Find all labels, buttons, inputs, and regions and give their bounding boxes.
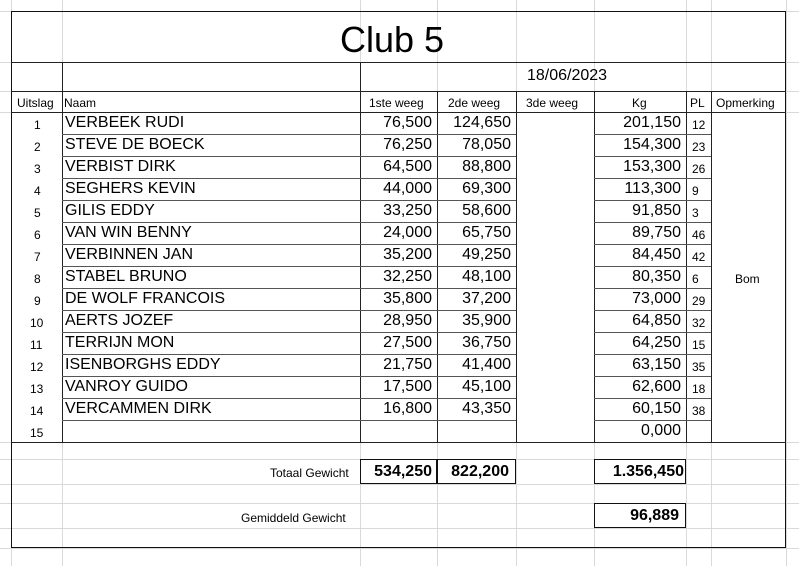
rank-cell[interactable]: 15 [30, 426, 44, 440]
pl-cell[interactable]: 23 [692, 140, 706, 154]
row-separator-w1 [360, 200, 437, 201]
table-line-date-bottom [11, 91, 786, 92]
rank-cell[interactable]: 9 [34, 294, 41, 308]
weeg1-cell[interactable]: 33,250 [383, 202, 432, 219]
row-separator-kg [594, 376, 686, 377]
row-separator-pl [686, 310, 711, 311]
header-3de-weeg[interactable]: 3de weeg [526, 96, 579, 110]
row-separator-pl [686, 376, 711, 377]
weeg1-cell[interactable]: 16,800 [383, 400, 432, 417]
row-separator-pl [686, 266, 711, 267]
weeg2-cell[interactable]: 58,600 [462, 202, 511, 219]
weeg1-cell[interactable]: 32,250 [383, 268, 432, 285]
name-cell[interactable]: TERRIJN MON [65, 334, 175, 351]
pl-cell[interactable]: 26 [692, 162, 706, 176]
row-separator-w2 [437, 244, 516, 245]
weeg2-cell[interactable]: 78,050 [462, 136, 511, 153]
table-line-vertical [516, 91, 517, 442]
average-value[interactable]: 96,889 [630, 507, 679, 524]
rank-cell[interactable]: 5 [34, 206, 41, 220]
row-separator-name [62, 156, 360, 157]
row-separator-name [62, 288, 360, 289]
row-separator-name [62, 398, 360, 399]
date-cell[interactable]: 18/06/2023 [527, 67, 608, 84]
row-separator-kg [594, 420, 686, 421]
row-separator-w1 [360, 178, 437, 179]
weeg1-cell[interactable]: 35,800 [383, 290, 432, 307]
name-cell[interactable]: VERBIST DIRK [65, 158, 176, 175]
row-separator-kg [594, 354, 686, 355]
table-line-header-bottom [11, 112, 786, 113]
pl-cell[interactable]: 46 [692, 228, 706, 242]
pl-cell[interactable]: 42 [692, 250, 706, 264]
rank-cell[interactable]: 13 [30, 382, 44, 396]
row-separator-w1 [360, 222, 437, 223]
weeg1-cell[interactable]: 27,500 [383, 334, 432, 351]
weeg2-cell[interactable]: 124,650 [453, 114, 511, 131]
table-line-body-bottom [11, 442, 786, 443]
header-1ste-weeg[interactable]: 1ste weeg [369, 96, 424, 110]
kg-cell[interactable]: 84,450 [632, 246, 681, 263]
header-uitslag[interactable]: Uitslag [17, 96, 54, 110]
kg-cell[interactable]: 60,150 [632, 400, 681, 417]
rank-cell[interactable]: 11 [30, 338, 43, 352]
row-separator-kg [594, 156, 686, 157]
kg-cell[interactable]: 113,300 [624, 180, 681, 197]
row-separator-name [62, 244, 360, 245]
row-separator-pl [686, 156, 711, 157]
row-separator-kg [594, 310, 686, 311]
row-separator-pl [686, 420, 711, 421]
row-separator-pl [686, 200, 711, 201]
row-separator-kg [594, 222, 686, 223]
row-separator-w2 [437, 156, 516, 157]
row-separator-w1 [360, 420, 437, 421]
name-cell[interactable]: VERBINNEN JAN [65, 246, 194, 263]
total-1ste-weeg[interactable]: 534,250 [374, 463, 432, 480]
weeg1-cell[interactable]: 28,950 [383, 312, 432, 329]
pl-cell[interactable]: 3 [692, 206, 699, 220]
kg-cell[interactable]: 62,600 [632, 378, 681, 395]
total-2de-weeg[interactable]: 822,200 [451, 463, 509, 480]
row-separator-kg [594, 288, 686, 289]
row-separator-name [62, 420, 360, 421]
kg-cell[interactable]: 153,300 [623, 158, 681, 175]
rank-cell[interactable]: 14 [30, 404, 44, 418]
row-separator-name [62, 200, 360, 201]
table-line-title-bottom [11, 62, 786, 63]
kg-cell[interactable]: 201,150 [623, 114, 681, 131]
weeg2-cell[interactable]: 36,750 [462, 334, 511, 351]
kg-cell[interactable]: 91,850 [632, 202, 681, 219]
row-separator-w2 [437, 354, 516, 355]
row-separator-w2 [437, 200, 516, 201]
row-separator-kg [594, 266, 686, 267]
table-line-vertical [711, 91, 712, 442]
sheet-title: Club 5 [340, 19, 445, 60]
name-cell[interactable]: SEGHERS KEVIN [65, 180, 196, 197]
weeg2-cell[interactable]: 37,200 [462, 290, 511, 307]
rank-cell[interactable]: 6 [34, 228, 41, 242]
row-separator-w1 [360, 376, 437, 377]
row-separator-w2 [437, 288, 516, 289]
weeg1-cell[interactable]: 35,200 [383, 246, 432, 263]
kg-cell[interactable]: 64,850 [632, 312, 681, 329]
name-cell[interactable]: VERBEEK RUDI [65, 114, 185, 131]
pl-cell[interactable]: 15 [692, 338, 706, 352]
weeg2-cell[interactable]: 45,100 [462, 378, 511, 395]
name-cell[interactable]: GILIS EDDY [65, 202, 155, 219]
row-separator-pl [686, 288, 711, 289]
row-separator-pl [686, 354, 711, 355]
row-separator-name [62, 222, 360, 223]
row-separator-w2 [437, 332, 516, 333]
row-separator-w2 [437, 134, 516, 135]
pl-cell[interactable]: 6 [692, 272, 699, 286]
header-pl[interactable]: PL [690, 96, 705, 110]
row-separator-name [62, 332, 360, 333]
row-separator-kg [594, 134, 686, 135]
row-separator-w1 [360, 310, 437, 311]
row-separator-kg [594, 200, 686, 201]
pl-cell[interactable]: 29 [692, 294, 706, 308]
gridline-horizontal [0, 548, 799, 549]
weeg1-cell[interactable]: 24,000 [383, 224, 432, 241]
row-separator-w1 [360, 332, 437, 333]
kg-cell[interactable]: 80,350 [632, 268, 681, 285]
row-separator-name [62, 310, 360, 311]
row-separator-kg [594, 178, 686, 179]
row-separator-w2 [437, 178, 516, 179]
row-separator-w2 [437, 266, 516, 267]
kg-cell[interactable]: 73,000 [632, 290, 681, 307]
row-separator-w1 [360, 398, 437, 399]
weeg2-cell[interactable]: 88,800 [462, 158, 511, 175]
weeg2-cell[interactable]: 35,900 [462, 312, 511, 329]
row-separator-pl [686, 398, 711, 399]
name-cell[interactable]: VANROY GUIDO [65, 378, 188, 395]
weeg1-cell[interactable]: 64,500 [383, 158, 432, 175]
pl-cell[interactable]: 35 [692, 360, 706, 374]
row-separator-kg [594, 332, 686, 333]
row-separator-w2 [437, 376, 516, 377]
row-separator-w2 [437, 222, 516, 223]
row-separator-kg [594, 244, 686, 245]
weeg1-cell[interactable]: 44,000 [383, 180, 432, 197]
pl-cell[interactable]: 9 [692, 184, 699, 198]
weeg2-cell[interactable]: 49,250 [462, 246, 511, 263]
row-separator-w2 [437, 420, 516, 421]
row-separator-w1 [360, 288, 437, 289]
total-kg[interactable]: 1.356,450 [612, 463, 684, 480]
table-line-vertical [62, 62, 63, 442]
totaal-gewicht-label[interactable]: Totaal Gewicht [270, 466, 349, 480]
row-separator-kg [594, 398, 686, 399]
row-separator-name [62, 178, 360, 179]
row-separator-w1 [360, 134, 437, 135]
row-separator-w2 [437, 310, 516, 311]
row-separator-w1 [360, 244, 437, 245]
rank-cell[interactable]: 12 [30, 360, 44, 374]
kg-cell[interactable]: 64,250 [632, 334, 681, 351]
header-opmerking[interactable]: Opmerking [716, 96, 775, 110]
pl-cell[interactable]: 18 [692, 382, 706, 396]
row-separator-name [62, 354, 360, 355]
weeg1-cell[interactable]: 76,500 [383, 114, 432, 131]
rank-cell[interactable]: 10 [30, 316, 44, 330]
row-separator-pl [686, 222, 711, 223]
name-cell[interactable]: ISENBORGHS EDDY [65, 356, 221, 373]
pl-cell[interactable]: 12 [692, 118, 706, 132]
pl-cell[interactable]: 32 [692, 316, 706, 330]
rank-cell[interactable]: 1 [34, 118, 41, 132]
pl-cell[interactable]: 38 [692, 404, 706, 418]
row-separator-pl [686, 244, 711, 245]
rank-cell[interactable]: 2 [34, 140, 41, 154]
rank-cell[interactable]: 7 [34, 250, 41, 264]
header-2de-weeg[interactable]: 2de weeg [448, 96, 501, 110]
header-kg[interactable]: Kg [632, 96, 647, 110]
header-naam[interactable]: Naam [64, 96, 97, 110]
rank-cell[interactable]: 4 [34, 184, 41, 198]
row-separator-w1 [360, 156, 437, 157]
name-cell[interactable]: VERCAMMEN DIRK [65, 400, 212, 417]
rank-cell[interactable]: 8 [34, 272, 41, 286]
row-separator-name [62, 134, 360, 135]
weeg2-cell[interactable]: 41,400 [462, 356, 511, 373]
weeg1-cell[interactable]: 21,750 [383, 356, 432, 373]
row-separator-name [62, 266, 360, 267]
opmerking-cell[interactable]: Bom [735, 272, 760, 286]
table-line-vertical [360, 62, 361, 442]
row-separator-w2 [437, 398, 516, 399]
gridline-vertical [786, 0, 787, 566]
row-separator-pl [686, 178, 711, 179]
kg-cell[interactable]: 89,750 [632, 224, 681, 241]
row-separator-w1 [360, 266, 437, 267]
rank-cell[interactable]: 3 [34, 162, 41, 176]
row-separator-pl [686, 332, 711, 333]
kg-cell[interactable]: 0,000 [640, 422, 681, 439]
kg-cell[interactable]: 154,300 [623, 136, 681, 153]
row-separator-name [62, 376, 360, 377]
name-cell[interactable]: DE WOLF FRANCOIS [65, 290, 226, 307]
gemiddeld-gewicht-label[interactable]: Gemiddeld Gewicht [241, 511, 346, 525]
weeg2-cell[interactable]: 48,100 [462, 268, 511, 285]
name-cell[interactable]: STEVE DE BOECK [65, 136, 205, 153]
weeg1-cell[interactable]: 76,250 [383, 136, 432, 153]
weeg2-cell[interactable]: 69,300 [462, 180, 511, 197]
row-separator-pl [686, 134, 711, 135]
weeg1-cell[interactable]: 17,500 [383, 378, 432, 395]
row-separator-w1 [360, 354, 437, 355]
kg-cell[interactable]: 63,150 [632, 356, 681, 373]
name-cell[interactable]: AERTS JOZEF [65, 312, 174, 329]
weeg2-cell[interactable]: 43,350 [462, 400, 511, 417]
name-cell[interactable]: STABEL BRUNO [65, 268, 187, 285]
weeg2-cell[interactable]: 65,750 [462, 224, 511, 241]
name-cell[interactable]: VAN WIN BENNY [65, 224, 192, 241]
